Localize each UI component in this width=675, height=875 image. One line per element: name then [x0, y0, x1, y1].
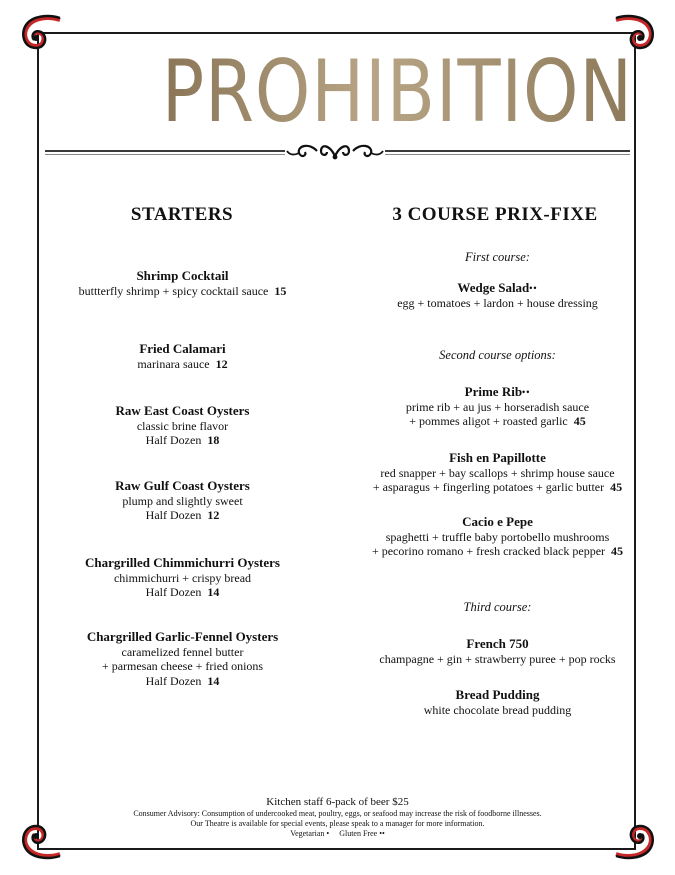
- item-price: 45: [573, 414, 586, 428]
- menu-item-raw-east-coast-oysters: [45, 404, 320, 448]
- footer-events: Our Theatre is available for special events, please speak to a manager for more information.: [190, 819, 485, 828]
- item-name: French 750: [466, 636, 529, 651]
- menu-item-fried-calamari: [45, 342, 320, 371]
- item-name: Chargrilled Chimmichurri Oysters: [85, 555, 280, 570]
- header-rule-left-thin: [45, 154, 285, 155]
- item-desc: caramelized fennel butter: [121, 644, 244, 659]
- item-price: 15: [274, 283, 287, 298]
- item-desc: champagne + gin + strawberry puree + pop rocks: [379, 651, 616, 666]
- menu-item-chimmichurri-oysters: [45, 556, 320, 600]
- item-price: 45: [610, 480, 623, 494]
- item-price: 12: [207, 508, 220, 522]
- vegetarian-label: Vegetarian: [290, 829, 325, 838]
- menu-item-shrimp-cocktail: [45, 269, 320, 298]
- item-price: 18: [207, 433, 220, 447]
- item-desc: + parmesan cheese + fried onions: [101, 659, 264, 673]
- item-desc: classic brine flavor: [136, 418, 229, 433]
- item-portion: Half Dozen: [145, 673, 202, 688]
- item-desc: plump and slightly sweet: [122, 493, 243, 508]
- item-portion: Half Dozen: [145, 433, 202, 447]
- menu-item-wedge-salad: [345, 281, 650, 310]
- gluten-free-mark: ••: [522, 387, 531, 397]
- first-course-label: First course:: [465, 250, 530, 264]
- menu-item-bread-pudding: [345, 688, 650, 717]
- header-rule-right: [385, 150, 630, 152]
- footer-advisory: Consumer Advisory: Consumption of undercooked meat, poultry, eggs, or seafood may increase the risk of foodborne illnesses.: [133, 809, 542, 818]
- logo-text: PROHIBITION: [161, 42, 633, 142]
- item-desc: + pecorino romano + fresh cracked black pepper: [371, 544, 606, 558]
- item-price: 14: [207, 585, 220, 599]
- item-desc: + asparagus + fingerling potatoes + garlic butter: [372, 480, 605, 494]
- footer-legend: [40, 829, 635, 839]
- item-desc: marinara sauce: [137, 356, 210, 371]
- gluten-free-label: Gluten Free: [339, 829, 378, 838]
- gluten-free-mark: ••: [379, 829, 385, 838]
- item-name: Prime Rib: [464, 384, 523, 399]
- item-desc: prime rib + au jus + horseradish sauce: [405, 399, 590, 414]
- menu-item-raw-gulf-coast-oysters: [45, 479, 320, 523]
- item-name: Bread Pudding: [455, 687, 540, 702]
- menu-item-fish-en-papillotte: [345, 451, 650, 495]
- menu-item-garlic-fennel-oysters: [45, 630, 320, 688]
- brand-logo: [110, 42, 633, 142]
- item-desc: spaghetti + truffle baby portobello mushrooms: [385, 529, 610, 544]
- third-course-label: Third course:: [463, 600, 532, 614]
- item-portion: Half Dozen: [145, 508, 202, 522]
- item-price: 14: [207, 673, 220, 688]
- item-name: Raw East Coast Oysters: [115, 403, 250, 418]
- vegetarian-mark: •: [326, 829, 330, 838]
- menu-item-prime-rib: [345, 385, 650, 429]
- item-price: 12: [215, 356, 228, 371]
- item-name: Chargrilled Garlic-Fennel Oysters: [86, 629, 279, 644]
- item-desc: white chocolate bread pudding: [423, 702, 572, 717]
- item-price: 45: [611, 544, 624, 558]
- item-name: Shrimp Cocktail: [136, 268, 229, 283]
- item-name: Raw Gulf Coast Oysters: [115, 478, 250, 493]
- item-desc: buttterfly shrimp + spicy cocktail sauce: [78, 283, 269, 298]
- item-name: Fish en Papillotte: [449, 450, 546, 465]
- footer-beer-offer: Kitchen staff 6-pack of beer $25: [266, 796, 409, 808]
- item-desc: + pommes aligot + roasted garlic: [409, 414, 568, 428]
- gluten-free-mark: ••: [529, 283, 538, 293]
- item-name: Wedge Salad: [457, 280, 530, 295]
- item-desc: egg + tomatoes + lardon + house dressing: [397, 295, 598, 310]
- item-portion: Half Dozen: [145, 585, 202, 599]
- header-rule-right-thin: [385, 154, 630, 155]
- starters-title: STARTERS: [130, 204, 234, 225]
- corner-flourish-icon: [20, 14, 64, 58]
- item-name: Cacio e Pepe: [462, 514, 533, 529]
- second-course-label: Second course options:: [439, 348, 556, 362]
- menu-item-french-750: [345, 637, 650, 666]
- menu-item-cacio-e-pepe: [345, 515, 650, 559]
- item-desc: chimmichurri + crispy bread: [113, 570, 252, 585]
- header-flourish-icon: [285, 138, 385, 164]
- prix-fixe-title: 3 COURSE PRIX-FIXE: [392, 204, 598, 225]
- item-desc: red snapper + bay scallops + shrimp house sauce: [380, 465, 615, 480]
- header-rule-left: [45, 150, 285, 152]
- item-name: Fried Calamari: [139, 341, 226, 356]
